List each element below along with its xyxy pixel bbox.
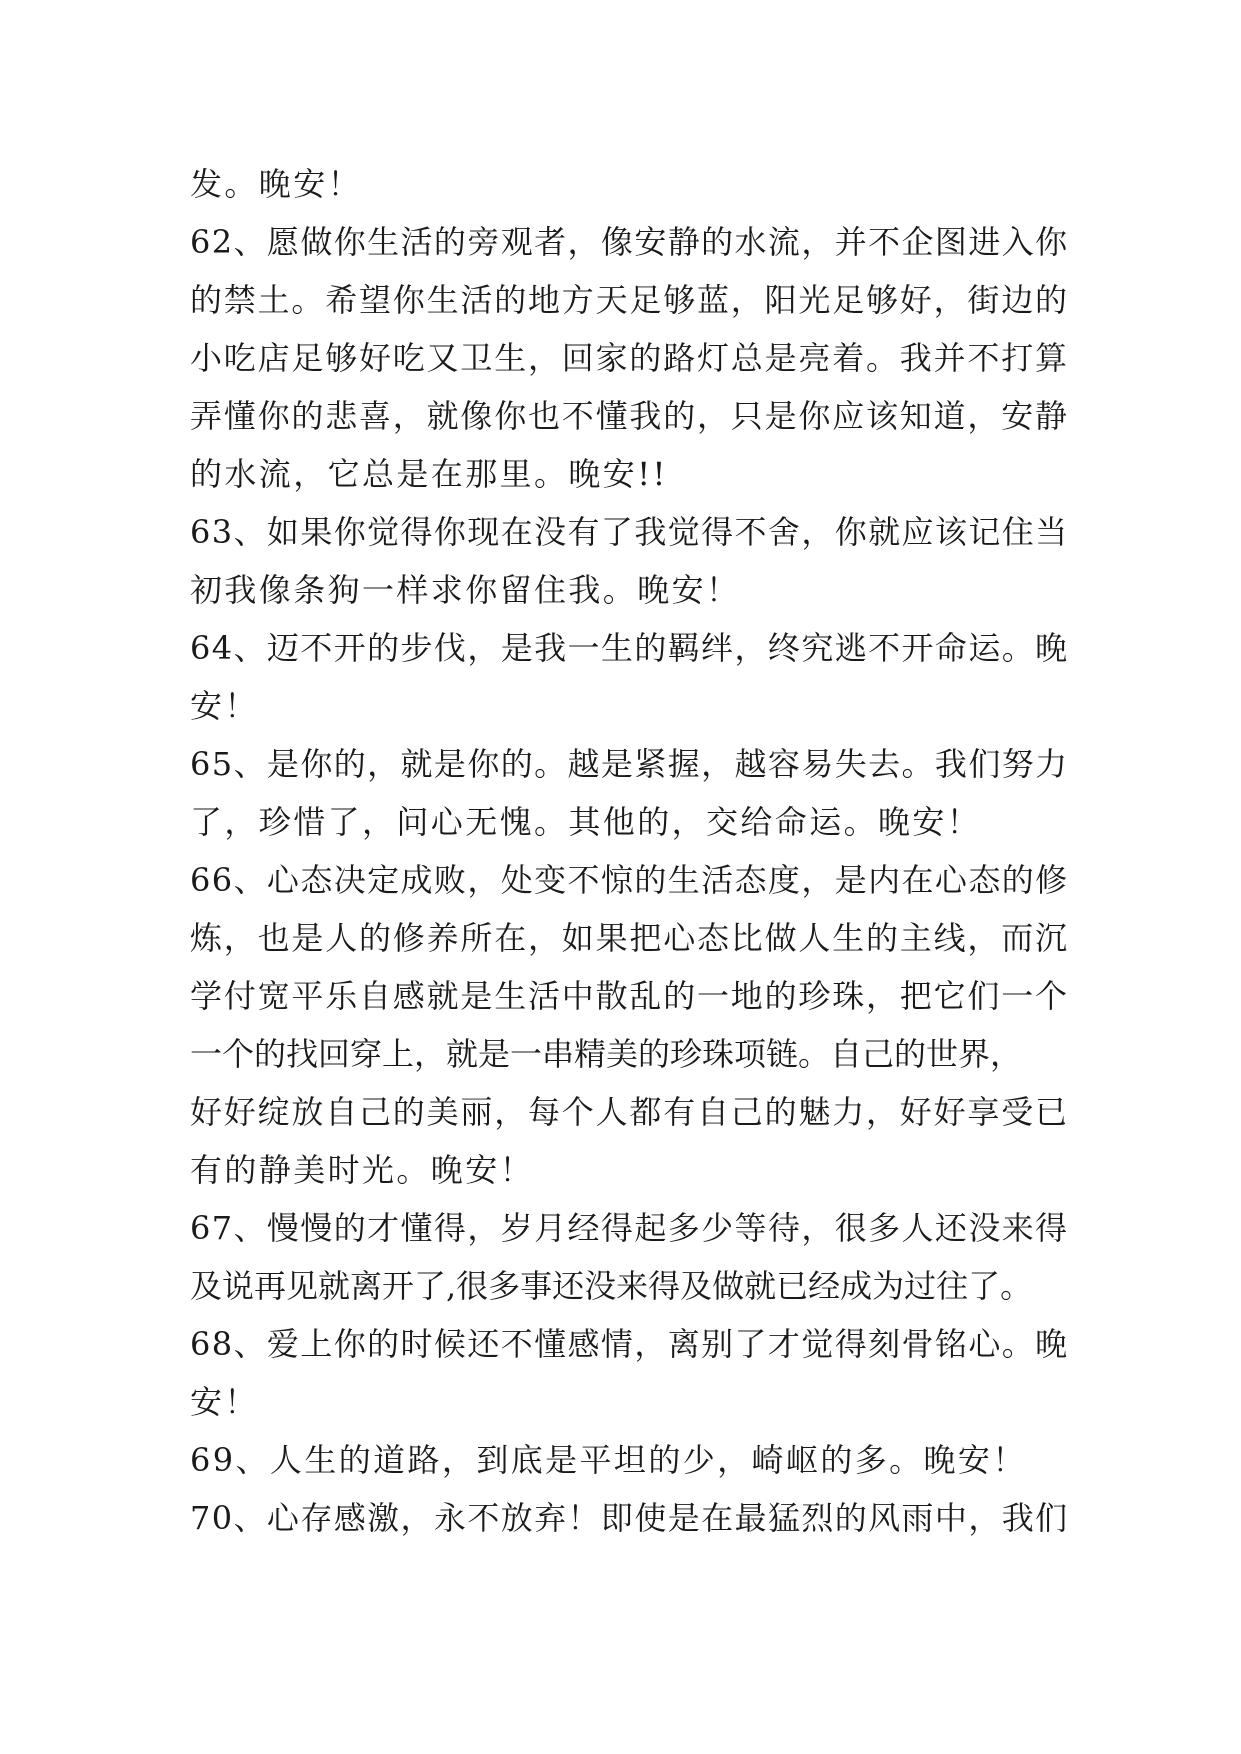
text-line: 63、如果你觉得你现在没有了我觉得不舍，你就应该记住当 <box>190 513 1069 551</box>
text-line: 学付宽平乐自感就是生活中散乱的一地的珍珠，把它们一个 <box>190 977 1069 1015</box>
text-line: 68、爱上你的时候还不懂感情，离别了才觉得刻骨铭心。晚 <box>190 1325 1069 1363</box>
text-line: 安！ <box>190 687 259 725</box>
text-line: 的水流，它总是在那里。晚安!! <box>190 455 668 493</box>
text-line: 了，珍惜了，问心无愧。其他的，交给命运。晚安！ <box>190 803 982 841</box>
text-line: 安！ <box>190 1383 259 1421</box>
text-line: 小吃店足够好吃又卫生，回家的路灯总是亮着。我并不打算 <box>190 339 1069 377</box>
text-line: 69、人生的道路，到底是平坦的少，崎岖的多。晚安！ <box>190 1441 1027 1479</box>
text-line: 初我像条狗一样求你留住我。晚安！ <box>190 571 741 609</box>
body-text <box>190 155 1070 1547</box>
text-line: 64、迈不开的步伐，是我一生的羁绊，终究逃不开命运。晚 <box>190 629 1069 667</box>
text-line: 67、慢慢的才懂得，岁月经得起多少等待，很多人还没来得 <box>190 1209 1069 1247</box>
text-line: 的禁土。希望你生活的地方天足够蓝，阳光足够好，街边的 <box>190 281 1069 319</box>
text-line: 65、是你的，就是你的。越是紧握，越容易失去。我们努力 <box>190 745 1069 783</box>
text-line: 70、心存感激，永不放弃！即使是在最猛烈的风雨中，我们 <box>190 1499 1069 1537</box>
text-line: 及说再见就离开了,很多事还没来得及做就已经成为过往了。 <box>190 1267 1033 1305</box>
text-line: 发。晚安！ <box>190 165 363 203</box>
text-line: 66、心态决定成败，处变不惊的生活态度，是内在心态的修 <box>190 861 1069 899</box>
text-line: 62、愿做你生活的旁观者，像安静的水流，并不企图进入你 <box>190 223 1069 261</box>
text-line: 弄懂你的悲喜，就像你也不懂我的，只是你应该知道，安静 <box>190 397 1069 435</box>
text-line: 一个的找回穿上，就是一串精美的珍珠项链。自己的世界， <box>190 1035 1023 1073</box>
text-line: 好好绽放自己的美丽，每个人都有自己的魅力，好好享受已 <box>190 1093 1069 1131</box>
text-line: 有的静美时光。晚安！ <box>190 1151 535 1189</box>
text-line: 炼，也是人的修养所在，如果把心态比做人生的主线，而沉 <box>190 919 1069 957</box>
